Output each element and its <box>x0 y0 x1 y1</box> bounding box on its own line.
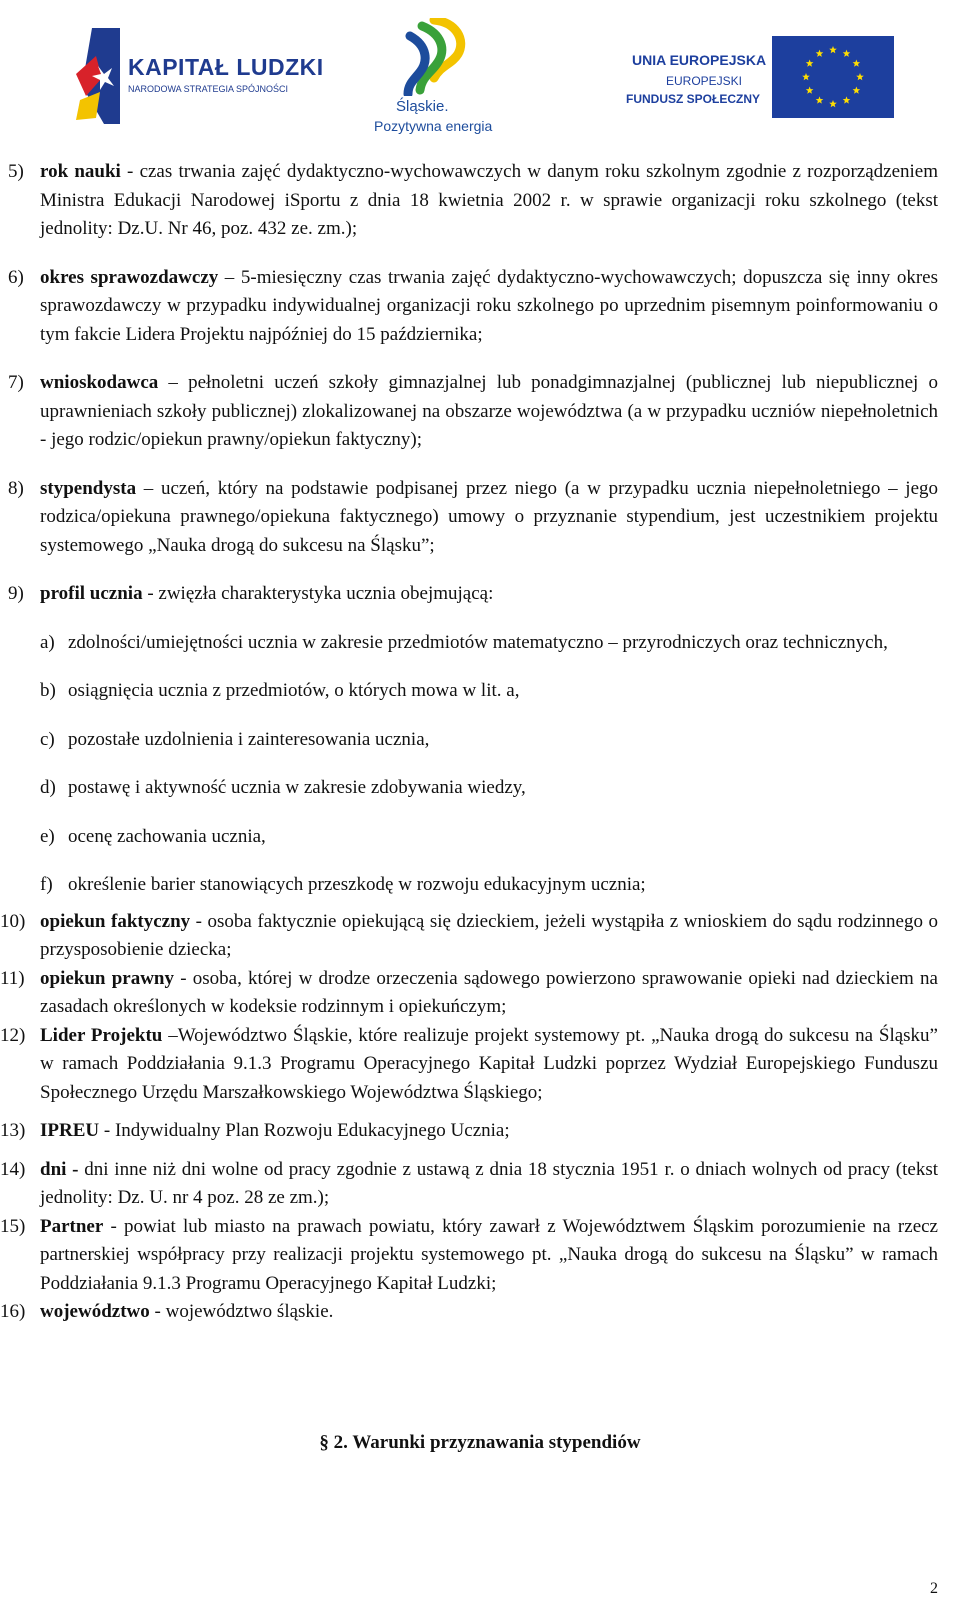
item-number: 8) <box>8 477 24 499</box>
item-text: dni inne niż dni wolne od pracy zgodnie z ustawą z dnia 18 stycznia 1951 r. o dniach wolnych od pracy (tekst jednolity: Dz. U. nr 4 poz. 28 ze zm.); <box>40 1158 938 1208</box>
subitem-text: pozostałe uzdolnienia i zainteresowania ucznia, <box>68 728 430 750</box>
kapital-ludzki-subtitle: NARODOWA STRATEGIA SPÓJNOŚCI <box>128 84 289 94</box>
profile-subitem-c <box>0 726 960 755</box>
definition-item-9 <box>0 580 960 609</box>
item-term: opiekun faktyczny <box>40 910 191 932</box>
definition-item-7 <box>0 369 960 455</box>
item-term: Lider Projektu <box>40 1024 163 1046</box>
item-term: Partner <box>40 1215 104 1237</box>
item-text: – uczeń, który na podstawie podpisanej przez niego (a w przypadku ucznia niepełnoletniego – jego rodzica/opiekuna prawnego/opiekuna faktycznego) umowy o przyznanie stypendium, jest uczestnikiem projektu systemowego „Nauka drogą do sukcesu na Śląsku”; <box>40 477 938 556</box>
definition-item-8 <box>0 475 960 561</box>
item-term: wnioskodawca <box>40 372 159 393</box>
subitem-text: zdolności/umiejętności ucznia w zakresie przedmiotów matematyczno – przyrodniczych oraz technicznych, <box>68 631 888 653</box>
kapital-ludzki-title: KAPITAŁ LUDZKI <box>128 54 324 80</box>
item-number: 9) <box>8 583 24 604</box>
item-text: - osoba, której w drodze orzeczenia sądowego powierzono sprawowanie opieki nad dzieckiem na zasadach określonych w kodeksie rodzinnym i opiekuńczym; <box>40 967 938 1017</box>
profile-subitem-e <box>0 823 960 852</box>
eu-flag-icon <box>772 36 894 118</box>
item-number: 10) <box>0 910 26 932</box>
definition-item-13 <box>0 1117 960 1146</box>
item-text: - powiat lub miasto na prawach powiatu, który zawarł z Województwem Śląskim porozumienie na rzecz partnerskiej współpracy przy realizacji projektu systemowego pt. „Nauka drogą do sukcesu na Śląsku” w ramach Poddziałania 9.1.3 Programu Operacyjnego Kapitał Ludzki; <box>40 1215 938 1294</box>
item-text: - zwięzła charakterystyka ucznia obejmującą: <box>142 583 494 604</box>
ue-line-3: FUNDUSZ SPOŁECZNY <box>626 92 761 106</box>
item-text: - Indywidualny Plan Rozwoju Edukacyjnego Ucznia; <box>99 1120 510 1141</box>
definition-item-14 <box>0 1156 960 1213</box>
item-text: - osoba faktycznie opiekującą się dzieckiem, jeżeli wystąpiła z wnioskiem do sądu rodzinnego o przysposobienie dziecka; <box>40 910 938 960</box>
definition-item-6 <box>0 264 960 350</box>
header-logos <box>0 0 960 150</box>
definition-item-12 <box>0 1022 960 1108</box>
item-number: 12) <box>0 1024 26 1046</box>
item-number: 13) <box>0 1120 26 1141</box>
item-text: - województwo śląskie. <box>149 1301 334 1322</box>
item-term: stypendysta <box>40 477 137 499</box>
item-term: IPREU <box>40 1120 100 1141</box>
slaskie-logo <box>370 18 500 138</box>
subitem-text: określenie barier stanowiących przeszkodę w rozwoju edukacyjnym ucznia; <box>68 874 646 895</box>
definition-item-15 <box>0 1213 960 1299</box>
item-text: – 5-miesięczny czas trwania zajęć dydaktyczno-wychowawczych; dopuszcza się inny okres sprawozdawczy w przypadku indywidualnej organizacji roku szkolnego po uprzednim pisemnym poinformowaniu o tym fakcie Lidera Projektu najpóźniej do 15 października; <box>40 266 938 345</box>
item-number: 14) <box>0 1158 26 1180</box>
item-number: 5) <box>8 161 24 182</box>
item-number: 6) <box>8 266 24 288</box>
item-term: opiekun prawny <box>40 967 174 989</box>
section-heading: § 2. Warunki przyznawania stypendiów <box>319 1432 641 1453</box>
profile-subitem-a <box>0 629 960 658</box>
kapital-ludzki-emblem-icon <box>74 26 122 126</box>
slaskie-waves-icon <box>394 18 474 96</box>
item-text: - czas trwania zajęć dydaktyczno-wychowawczych w danym roku szkolnym zgodnie z rozporządzeniem Ministra Edukacji Narodowej iSportu z dnia 18 kwietnia 2002 r. w sprawie organizacji roku szkolnego (tekst jednolity: Dz.U. Nr 46, poz. 432 ze. zm.); <box>40 161 938 239</box>
document-body <box>0 158 960 1327</box>
unia-europejska-logo <box>606 22 906 132</box>
item-text: –Województwo Śląskie, które realizuje projekt systemowy pt. „Nauka drogą do sukcesu na Śląsku” w ramach Poddziałania 9.1.3 Programu Operacyjnego Kapitał Ludzki poprzez Wydział Europejskiego Funduszu Społecznego Urzędu Marszałkowskiego Województwa Śląskiego; <box>40 1024 938 1103</box>
subitem-letter: c) <box>40 728 55 750</box>
item-number: 7) <box>8 372 24 393</box>
subitem-letter: f) <box>40 874 53 895</box>
item-term: okres sprawozdawczy <box>40 266 219 288</box>
profile-subitem-f <box>0 871 960 900</box>
item-term: profil ucznia <box>40 583 143 604</box>
profile-subitem-d <box>0 774 960 803</box>
definition-item-5 <box>0 158 960 244</box>
item-term: województwo <box>40 1301 150 1322</box>
item-term: rok nauki <box>40 161 121 182</box>
subitem-text: postawę i aktywność ucznia w zakresie zdobywania wiedzy, <box>68 777 526 798</box>
subitem-letter: e) <box>40 825 55 847</box>
item-term: dni - <box>40 1158 79 1180</box>
ue-line-2: EUROPEJSKI <box>666 74 743 88</box>
definition-item-10 <box>0 908 960 965</box>
page-number: 2 <box>930 1580 938 1597</box>
item-number: 11) <box>0 967 25 989</box>
definition-item-11 <box>0 965 960 1022</box>
definition-item-16 <box>0 1298 960 1327</box>
profile-subitem-b <box>0 677 960 706</box>
item-number: 16) <box>0 1301 26 1322</box>
item-text: – pełnoletni uczeń szkoły gimnazjalnej lub ponadgimnazjalnej (publicznej lub niepublicznej o uprawnieniach szkoły publicznej) zlokalizowanej na obszarze województwa (a w przypadku uczniów niepełnoletnich - jego rodzic/opiekun prawny/opiekun faktyczny); <box>40 372 938 450</box>
subitem-letter: a) <box>40 631 55 653</box>
subitem-text: osiągnięcia ucznia z przedmiotów, o których mowa w lit. a, <box>68 680 520 701</box>
subitem-text: ocenę zachowania ucznia, <box>68 825 266 847</box>
item-number: 15) <box>0 1215 26 1237</box>
subitem-letter: b) <box>40 680 56 701</box>
slaskie-title: Śląskie. <box>396 98 449 115</box>
kapital-ludzki-logo <box>74 26 324 126</box>
slaskie-subtitle: Pozytywna energia <box>374 118 493 134</box>
ue-line-1: UNIA EUROPEJSKA <box>632 52 767 68</box>
subitem-letter: d) <box>40 777 56 798</box>
